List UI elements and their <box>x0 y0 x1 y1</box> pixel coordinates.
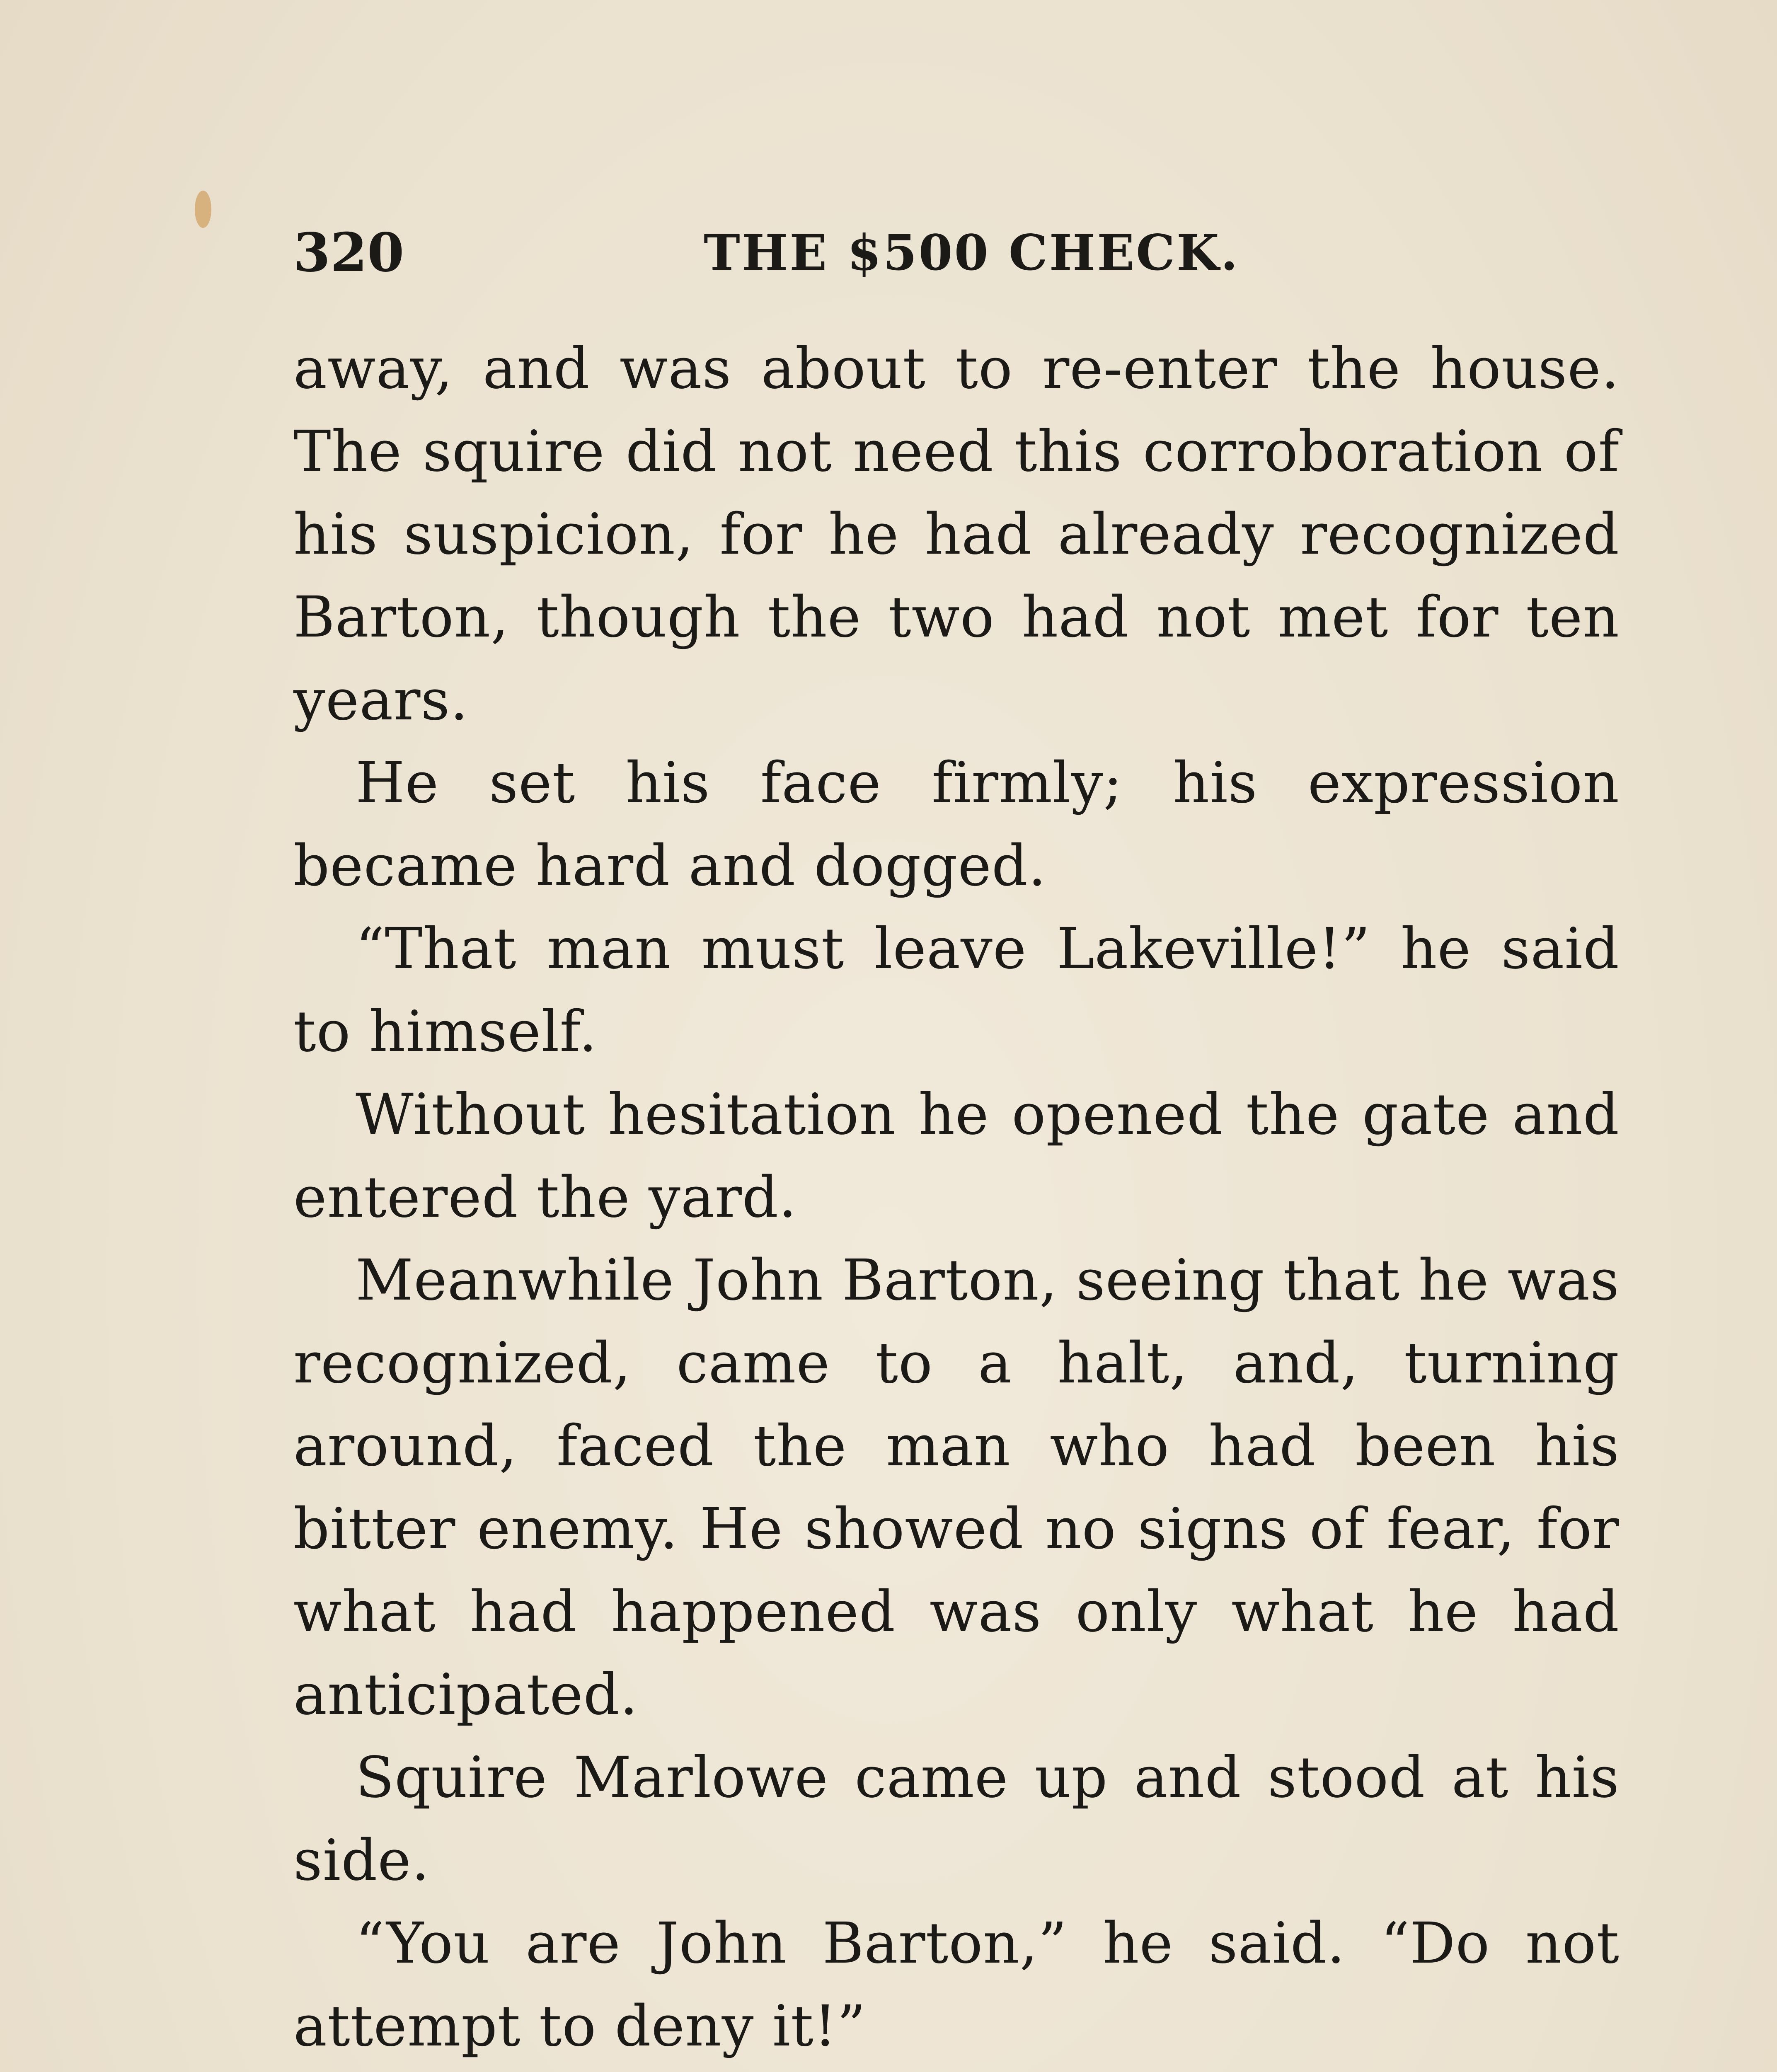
paragraph: Without hesitation he opened the gate and entered the yard. <box>293 1082 1620 1230</box>
running-title: THE $500 CHECK. <box>704 224 1240 281</box>
page-header <box>293 211 1620 294</box>
paper-stain <box>195 191 211 228</box>
paragraph: Meanwhile John Barton, seeing that he was recognized, came to a halt, and, turning around, faced the man who had been his bitter enemy. He showed no signs of fear, for what had happened was only what he had anticipated. <box>293 1248 1620 1728</box>
paragraph: away, and was about to re-enter the house. The squire did not need this corroboration of his suspicion, for he had already recognized Barton, though the two had not met for ten years. <box>293 336 1620 733</box>
paragraph: “You are John Barton,” he said. “Do not attempt to deny it!” <box>293 1911 1620 2059</box>
page-number: 320 <box>293 222 404 284</box>
paragraph: He set his face firmly; his expression became hard and dogged. <box>293 750 1620 899</box>
paragraph <box>293 2068 1620 2072</box>
paragraph: Squire Marlowe came up and stood at his side. <box>293 1745 1620 1893</box>
paragraph: “That man must leave Lakeville!” he said to himself. <box>293 916 1620 1065</box>
body-text <box>293 327 1620 2072</box>
